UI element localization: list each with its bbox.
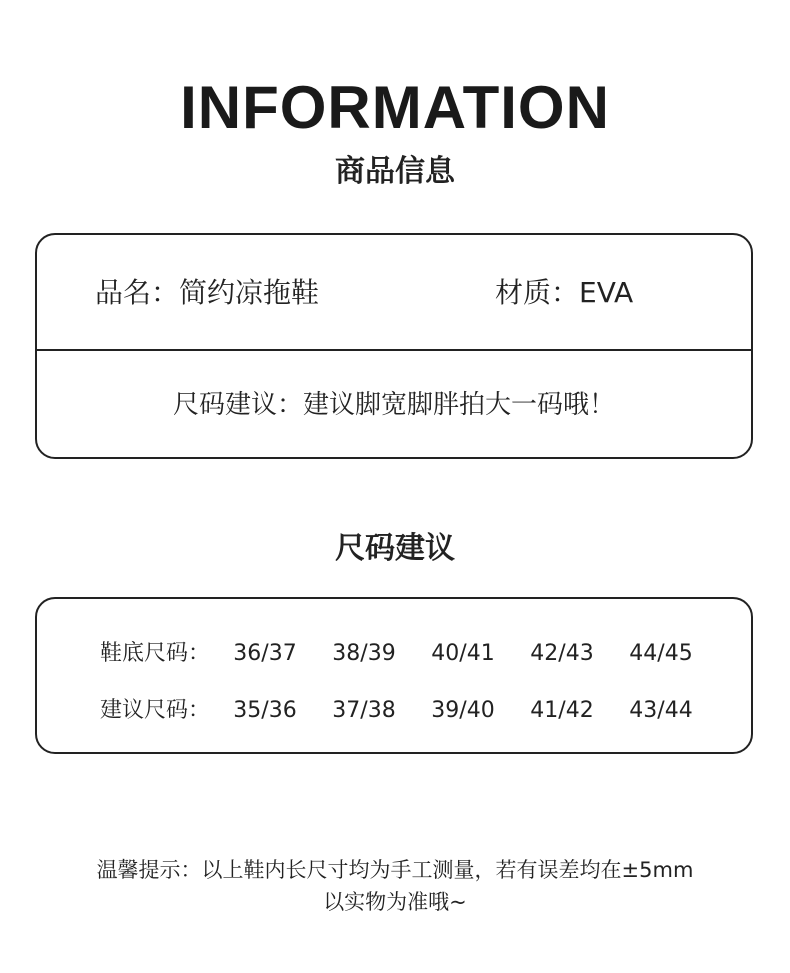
table-cell: 38/39: [332, 641, 396, 666]
table-row: [37, 636, 751, 672]
table-cell: 44/45: [629, 641, 693, 666]
size-section-title: 尺码建议: [335, 531, 455, 566]
row-label-recommended-size: 建议尺码：: [100, 698, 211, 723]
warm-tip-line-2: 以实物为准哦~: [323, 890, 467, 914]
table-cell: 36/37: [233, 641, 297, 666]
table-cell: 40/41: [431, 641, 495, 666]
table-cell: 35/36: [233, 698, 297, 723]
product-material: 材质：EVA: [495, 276, 634, 309]
table-row: [37, 693, 751, 729]
row-label-sole-size: 鞋底尺码：: [100, 641, 211, 666]
page-subtitle: 商品信息: [335, 154, 455, 189]
table-cell: 42/43: [530, 641, 594, 666]
product-info-box: [35, 233, 753, 459]
product-name: 品名：简约凉拖鞋: [95, 276, 320, 309]
warm-tip-line-1: 温馨提示：以上鞋内长尺寸均为手工测量，若有误差均在±5mm: [96, 858, 694, 882]
table-cell: 43/44: [629, 698, 693, 723]
page-title: INFORMATION: [180, 74, 610, 141]
info-row-top: [37, 235, 751, 351]
table-cell: 41/42: [530, 698, 594, 723]
table-cell: 37/38: [332, 698, 396, 723]
warm-tip: [0, 854, 790, 918]
table-cell: 39/40: [431, 698, 495, 723]
size-table: [35, 597, 753, 754]
size-advice: 尺码建议：建议脚宽脚胖拍大一码哦！: [172, 390, 615, 420]
